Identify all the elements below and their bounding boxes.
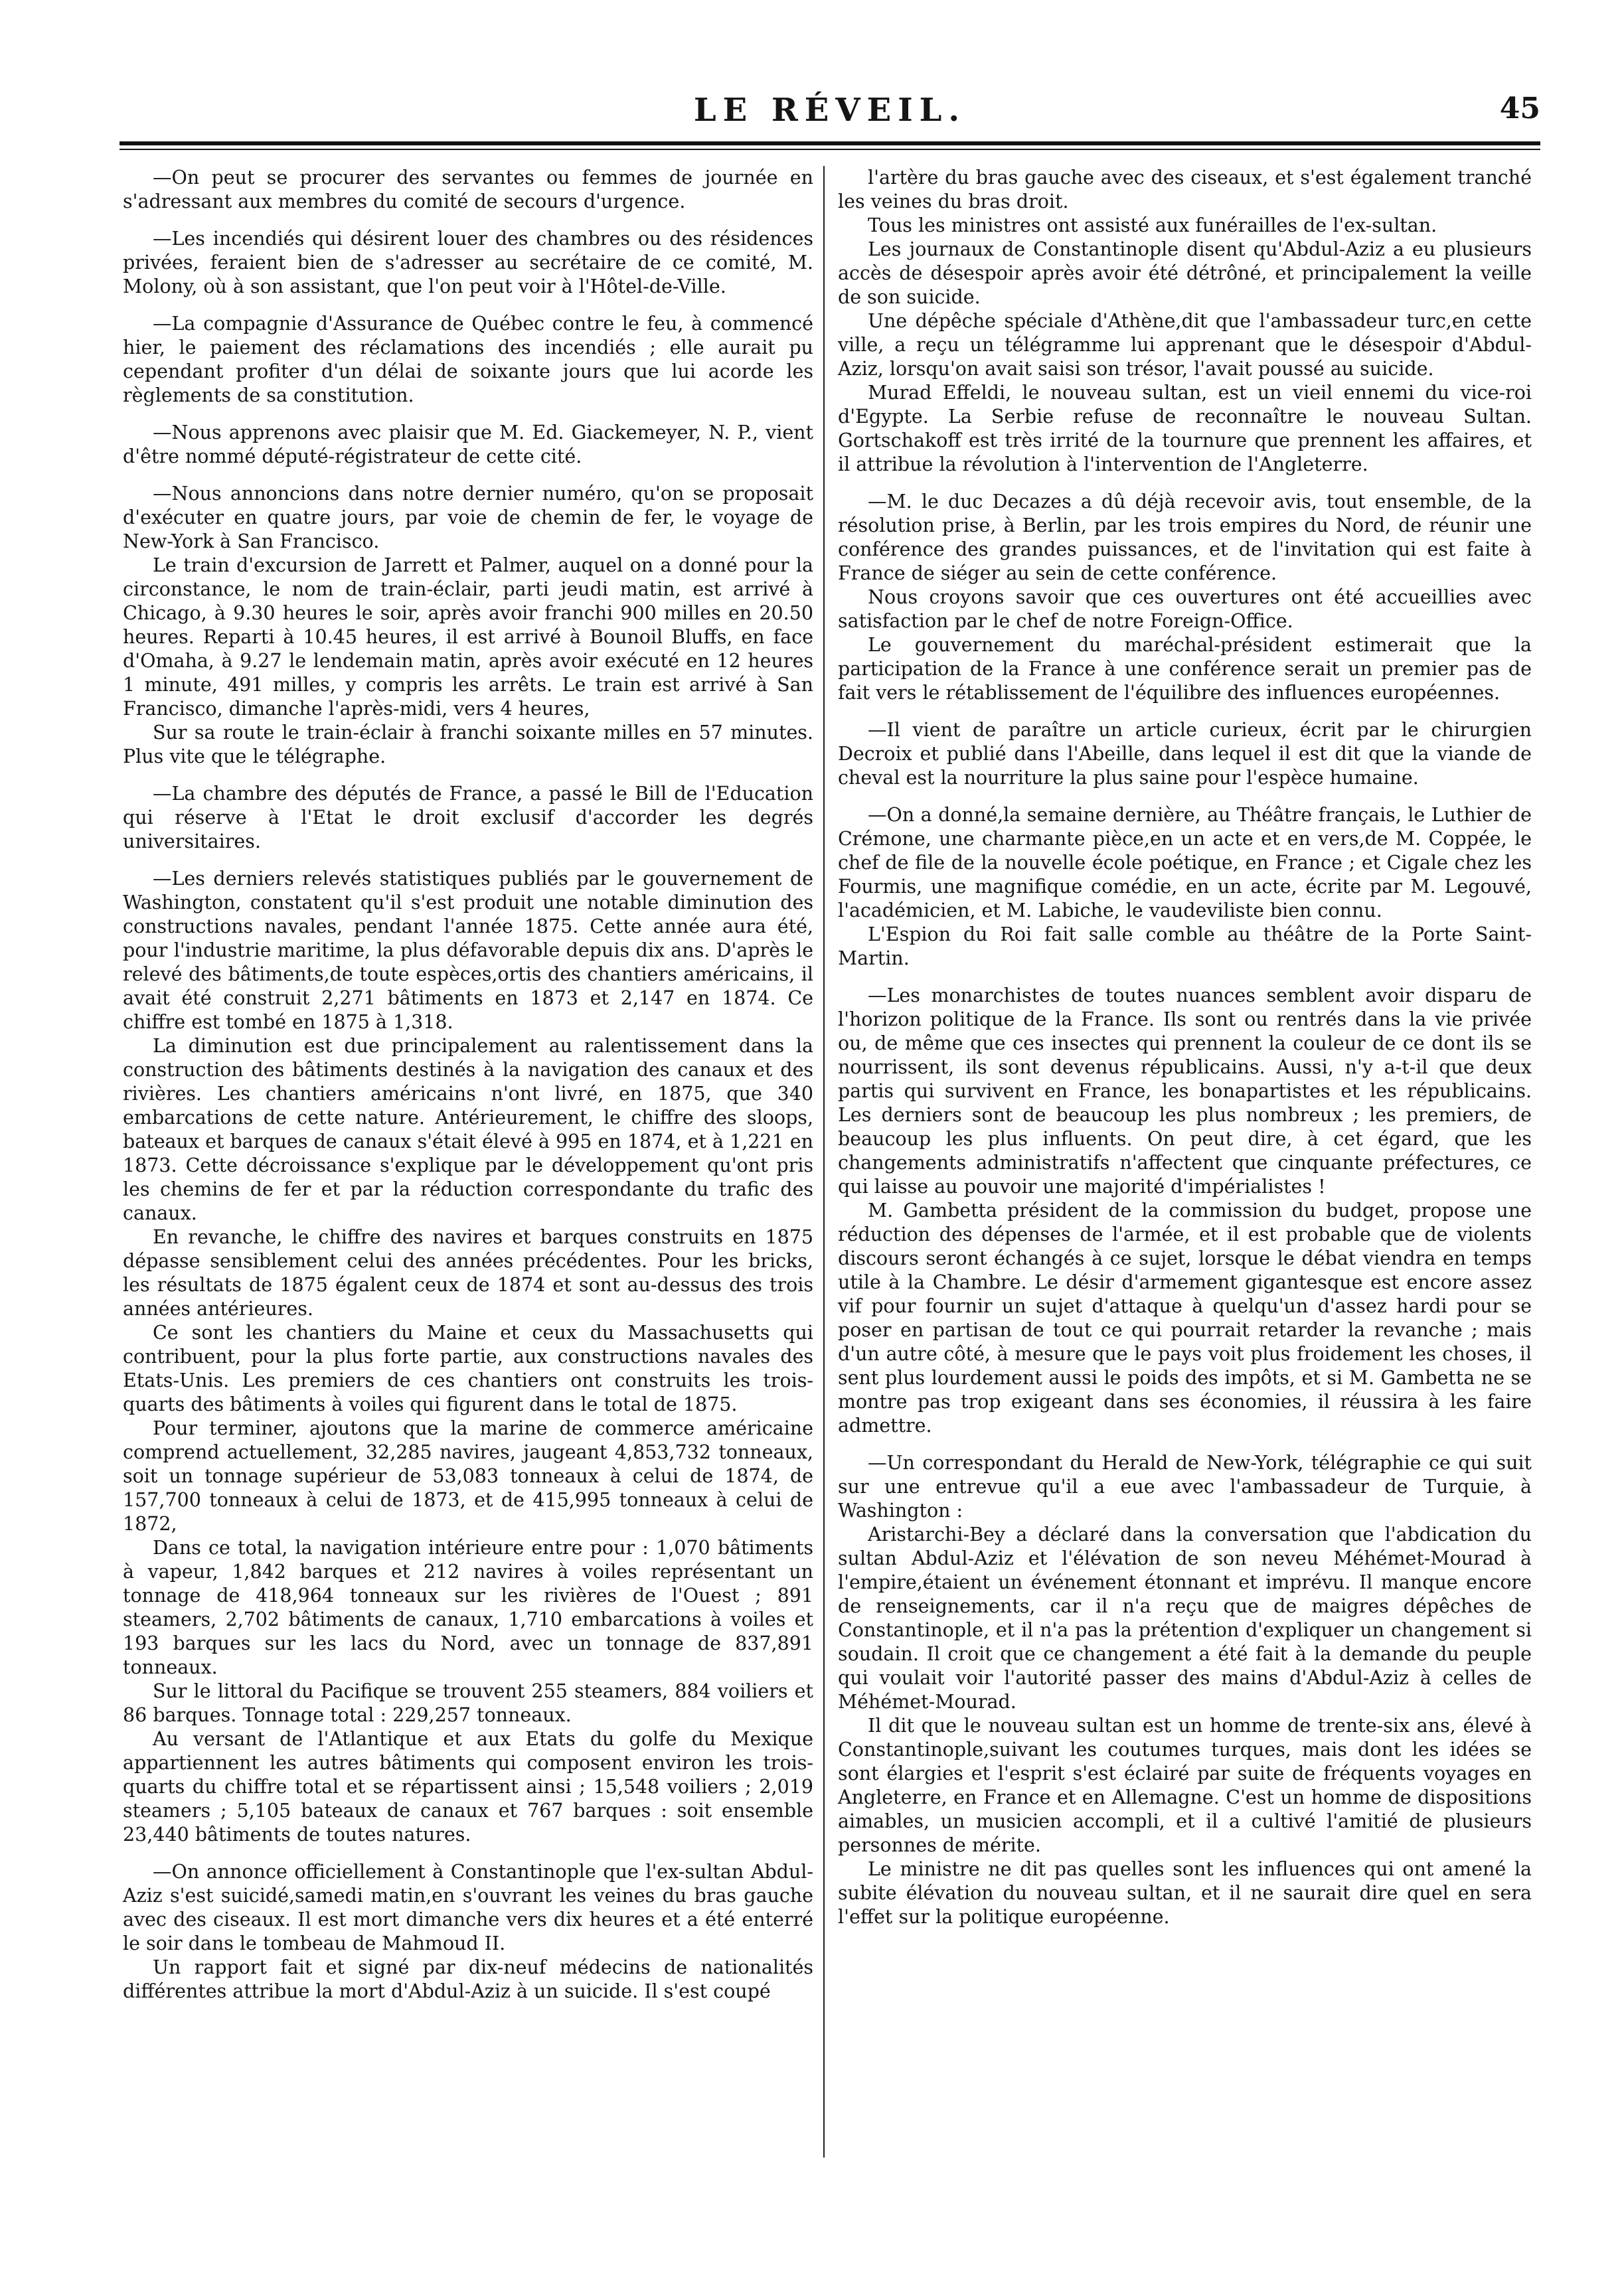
paragraph: —Les derniers relevés statistiques publiés par le gouvernement de Washington, constatent qu'il s'est produit une notable diminution des constructions navales, pendant l'année 1875. Cette année aura été, pour l'industrie maritime, la plus défavorable depuis dix ans. D'après le relevé des bâtiments,de toute espèces,ortis des chantiers américains, il avait été construit 2,271 bâtiments en 1873 et 2,147 en 1874. Ce chiffre est tombé en 1875 à 1,318. xyxy=(123,868,813,1033)
paragraph: —Nous apprenons avec plaisir que M. Ed. Giackemeyer, N. P., vient d'être nommé député-régistrateur de cette cité. xyxy=(123,422,813,467)
page-number: 45 xyxy=(1499,92,1540,125)
header-rule-thick xyxy=(120,141,1540,145)
paragraph: —La chambre des députés de France, a passé le Bill de l'Education qui réserve à l'Etat le droit exclusif d'accorder les degrés universitaires. xyxy=(123,783,813,852)
paragraph: Au versant de l'Atlantique et aux Etats du golfe du Mexique appartiennent les autres bâtiments qui composent environ les trois-quarts du chiffre total et se répartissent ainsi ; 15,548 voiliers ; 2,019 steamers ; 5,105 bateaux de canaux et 767 barques : soit ensemble 23,440 bâtiments de toutes natures. xyxy=(123,1728,813,1846)
news-item xyxy=(838,490,1532,705)
paragraph: —Les incendiés qui désirent louer des chambres ou des résidences privées, feraient bien de s'adresser au secrétaire de ce comité, M. Molony, où à son assistant, que l'on peut voir à l'Hôtel-de-Ville. xyxy=(123,228,813,297)
paragraph: Le train d'excursion de Jarrett et Palmer, auquel on a donné pour la circonstance, le nom de train-éclair, parti jeudi matin, est arrivé à Chicago, à 9.30 heures le soir, après avoir franchi 900 milles en 20.50 heures. Reparti à 10.45 heures, il est arrivé à Bounoil Bluffs, en face d'Omaha, à 9.27 le lendemain matin, après avoir exécuté en 12 heures 1 minute, 491 milles, y compris les arrêts. Le train est arrivé à San Francisco, dimanche l'après-midi, vers 4 heures, xyxy=(123,554,813,720)
page-header xyxy=(120,92,1540,131)
paragraph: L'Espion du Roi fait salle comble au théâtre de la Porte Saint-Martin. xyxy=(838,923,1532,969)
paragraph: Le gouvernement du maréchal-président estimerait que la participation de la France à une conférence serait un premier pas de fait vers le rétablissement de l'équilibre des influences européennes. xyxy=(838,634,1532,704)
paragraph: —On peut se procurer des servantes ou femmes de journée en s'adressant aux membres du comité de secours d'urgence. xyxy=(123,167,813,212)
paragraph: Tous les ministres ont assisté aux funérailles de l'ex-sultan. xyxy=(868,214,1437,236)
paragraph: Il dit que le nouveau sultan est un homme de trente-six ans, élevé à Constantinople,suivant les coutumes turques, mais dont les idées se sont élargies et l'esprit s'est éclairé par suite de fréquents voyages en Angleterre, en France et en Allemagne. C'est un homme de dispositions aimables, un musicien accompli, et il a cultivé l'amitié de plusieurs personnes de mérite. xyxy=(838,1715,1532,1856)
column-divider xyxy=(823,166,825,2158)
news-item xyxy=(838,984,1532,1438)
paragraph: —La compagnie d'Assurance de Québec contre le feu, à commencé hier, le paiement des réclamations des incendiés ; elle aurait pu cependant profiter d'un délai de soixante jours que lui acorde les règlements de sa constitution. xyxy=(123,313,813,406)
paragraph: Une dépêche spéciale d'Athène,dit que l'ambassadeur turc,en cette ville, a reçu un télégramme lui apprenant que le désespoir d'Abdul-Aziz, lorsqu'on avait saisi son trésor, l'avait poussé au suicide. xyxy=(838,310,1532,380)
header-rule-thin xyxy=(120,149,1540,150)
paragraph: —On a donné,la semaine dernière, au Théâtre français, le Luthier de Crémone, une charmante pièce,en un acte et en vers,de M. Coppée, le chef de file de la nouvelle école poétique, en France ; et Cigale chez les Fourmis, une magnifique comédie, en un acte, écrite par M. Legouvé, l'académicien, et M. Labiche, le vaudeviliste bien connu. xyxy=(838,804,1532,921)
paragraph: Murad Effeldi, le nouveau sultan, est un vieil ennemi du vice-roi d'Egypte. La Serbie refuse de reconnaître le nouveau Sultan. Gortschakoff est très irrité de la tournure que prennent les affaires, et il attribue la révolution à l'intervention de l'Angleterre. xyxy=(838,382,1532,475)
paragraph: Pour terminer, ajoutons que la marine de commerce américaine comprend actuellement, 32,285 navires, jaugeant 4,853,732 tonneaux, soit un tonnage supérieur de 53,083 tonneaux à celui de 1874, de 157,700 tonneaux à celui de 1873, et de 415,995 tonneaux à celui de 1872, xyxy=(123,1417,813,1535)
paragraph: Sur sa route le train-éclair à franchi soixante milles en 57 minutes. Plus vite que le télégraphe. xyxy=(123,722,813,767)
paragraph: Dans ce total, la navigation intérieure entre pour : 1,070 bâtiments à vapeur, 1,842 barques et 212 navires à voiles représentant un tonnage de 418,964 tonneaux sur les rivières de l'Ouest ; 891 steamers, 2,702 bâtiments de canaux, 1,710 embarcations à voiles et 193 barques sur les lacs du Nord, avec un tonnage de 837,891 tonneaux. xyxy=(123,1537,813,1678)
news-item xyxy=(123,482,813,769)
paragraph: En revanche, le chiffre des navires et barques construits en 1875 dépasse sensiblement celui des années précédentes. Pour les bricks, les résultats de 1875 égalent ceux de 1874 et sont au-dessus des trois années antérieures. xyxy=(123,1226,813,1320)
paragraph: Ce sont les chantiers du Maine et ceux du Massachusetts qui contribuent, pour la plus forte partie, aux constructions navales des Etats-Unis. Les premiers de ces chantiers ont construits les trois-quarts des bâtiments à voiles qui figurent dans le total de 1875. xyxy=(123,1322,813,1415)
paragraph: —On annonce officiellement à Constantinople que l'ex-sultan Abdul-Aziz s'est suicidé,samedi matin,en s'ouvrant les veines du bras gauche avec des ciseaux. Il est mort dimanche vers dix heures et a été enterré le soir dans le tombeau de Mahmoud II. xyxy=(123,1861,813,1954)
news-item xyxy=(838,718,1532,790)
news-item xyxy=(123,227,813,299)
paragraph: —Nous annoncions dans notre dernier numéro, qu'on se proposait d'exécuter en quatre jours, par voie de chemin de fer, le voyage de New-York à San Francisco. xyxy=(123,483,813,552)
paragraph: La diminution est due principalement au ralentissement dans la construction des bâtiments destinés à la navigation des canaux et des rivières. Les chantiers américains n'ont livré, en 1875, que 340 embarcations de cette nature. Antérieurement, le chiffre des sloops, bateaux et barques de canaux s'était élevé à 995 en 1874, et à 1,221 en 1873. Cette décroissance s'explique par le développement qu'ont pris les chemins de fer et par la réduction correspondante du trafic des canaux. xyxy=(123,1035,813,1224)
news-item xyxy=(123,1860,813,2004)
paragraph: Le ministre ne dit pas quelles sont les influences qui ont amené la subite élévation du nouveau sultan, et il ne saurait dire quel en sera l'effet sur la politique européenne. xyxy=(838,1858,1532,1928)
paragraph: —Un correspondant du Herald de New-York, télégraphie ce qui suit sur une entrevue qu'il a eue avec l'ambassadeur de Turquie, à Washington : xyxy=(838,1452,1532,1522)
news-item xyxy=(123,867,813,1847)
newspaper-title: LE RÉVEIL. xyxy=(693,92,967,129)
paragraph: Nous croyons savoir que ces ouvertures ont été accueillies avec satisfaction par le chef de notre Foreign-Office. xyxy=(838,586,1532,632)
paragraph: Sur le littoral du Pacifique se trouvent 255 steamers, 884 voiliers et 86 barques. Tonnage total : 229,257 tonneaux. xyxy=(123,1680,813,1726)
paragraph: Les journaux de Constantinople disent qu'Abdul-Aziz a eu plusieurs accès de désespoir après avoir été détrôné, et principalement la veille de son suicide. xyxy=(838,238,1532,308)
news-item xyxy=(123,421,813,469)
news-item xyxy=(123,312,813,408)
news-item xyxy=(838,803,1532,971)
news-item xyxy=(838,166,1532,477)
paragraph: —Les monarchistes de toutes nuances semblent avoir disparu de l'horizon politique de la France. Ils sont ou rentrés dans la vie privée ou, de même que ces insectes qui prennent la couleur de ce dont ils se nourrissent, ils sont devenus républicains. Aussi, n'y a-t-il que deux partis qui survivent en France, les bonapartistes et les républicains. Les derniers sont de beaucoup les plus nombreux ; les premiers, de beaucoup les plus influents. On peut dire, à cet égard, que les changements administratifs n'affectent que cinquante préfectures, ce qui laisse au pouvoir une majorité d'impérialistes ! xyxy=(838,984,1532,1198)
paragraph: Un rapport fait et signé par dix-neuf médecins de nationalités différentes attribue la mort d'Abdul-Aziz à un suicide. Il s'est coupé xyxy=(123,1956,813,2002)
left-column xyxy=(123,166,813,2004)
news-item xyxy=(838,1451,1532,1929)
paragraph: l'artère du bras gauche avec des ciseaux, et s'est également tranché les veines du bras droit. xyxy=(838,167,1532,212)
paragraph: Aristarchi-Bey a déclaré dans la conversation que l'abdication du sultan Abdul-Aziz et l'élévation de son neveu Méhémet-Mourad à l'empire,étaient un événement étonnant et imprévu. Il manque encore de renseignements, car il n'a reçu que de maigres dépêches de Constantinople, et il n'a pas la prétention d'expliquer un changement si soudain. Il croit que ce changement a été fait à la demande du peuple qui voulait voir l'autorité passer des mains d'Abdul-Aziz à celles de Méhémet-Mourad. xyxy=(838,1524,1532,1713)
paragraph: M. Gambetta président de la commission du budget, propose une réduction des dépenses de l'armée, et il est probable que de violents discours seront échangés à ce sujet, lorsque le débat viendra en temps utile à la Chambre. Le désir d'armement gigantesque est encore assez vif pour fournir un sujet d'attaque à quelqu'un d'assez hardi pour se poser en partisan de tout ce qui pourrait retarder la revanche ; mais d'un autre côté, à mesure que le pays voit plus froidement les choses, il sent plus lourdement aussi le poids des impôts, et si M. Gambetta ne se montre pas trop exigeant dans ses économies, il réussira à les faire admettre. xyxy=(838,1200,1532,1437)
paragraph: —Il vient de paraître un article curieux, écrit par le chirurgien Decroix et publié dans l'Abeille, dans lequel il est dit que la viande de cheval est la nourriture la plus saine pour l'espèce humaine. xyxy=(838,719,1532,789)
news-item xyxy=(123,166,813,214)
paragraph: —M. le duc Decazes a dû déjà recevoir avis, tout ensemble, de la résolution prise, à Berlin, par les trois empires du Nord, de réunir une conférence des grandes puissances, et de l'invitation qui est faite à France de siéger au sein de cette conférence. xyxy=(838,491,1532,584)
news-item xyxy=(123,782,813,854)
right-column xyxy=(838,166,1532,1929)
